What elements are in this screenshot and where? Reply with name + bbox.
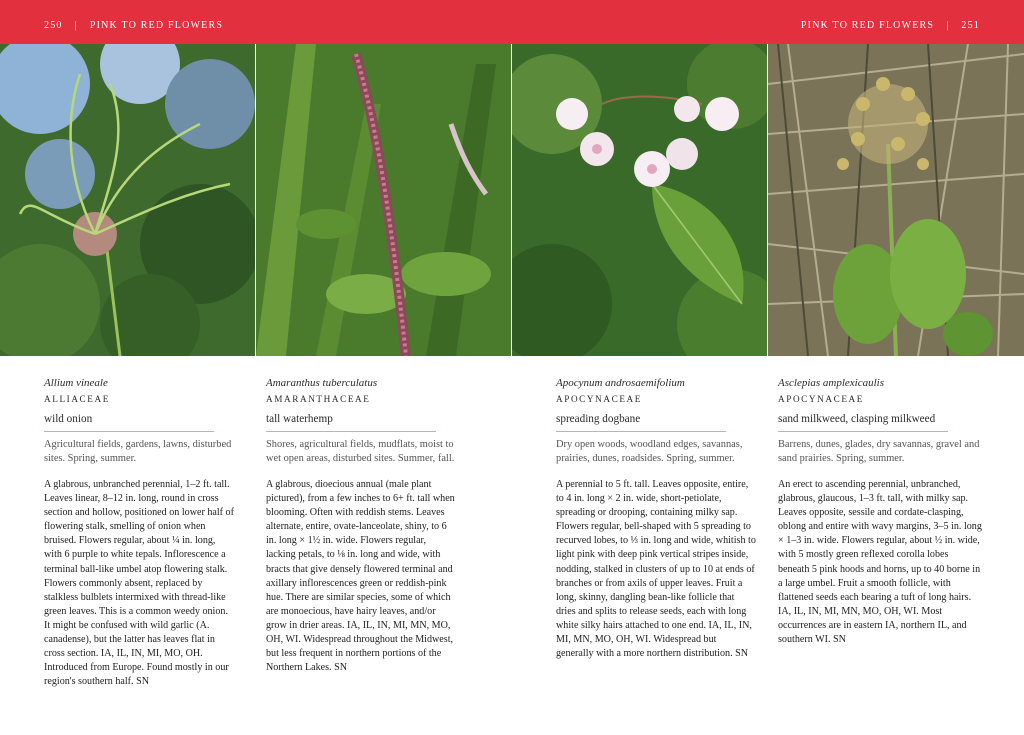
scientific-name: Allium vineale xyxy=(44,377,108,389)
photo-strip xyxy=(0,44,1024,356)
right-running-head: PINK TO RED FLOWERS | 251 xyxy=(800,20,980,31)
habitat-text: Barrens, dunes, glades, dry savannas, gravel and sand prairies. Spring, summer. xyxy=(778,438,980,464)
scientific-name: Apocynum androsaemifolium xyxy=(556,377,685,389)
common-name: tall waterhemp xyxy=(266,412,436,431)
photo-tall-waterhemp xyxy=(256,44,511,356)
entry-tall-waterhemp xyxy=(266,376,456,675)
scientific-name: Asclepias amplexicaulis xyxy=(778,377,885,389)
entry-wild-onion xyxy=(44,376,234,689)
page-header xyxy=(0,0,1024,44)
description-text: A glabrous, dioecious annual (male plant pictured), from a few inches to 6+ ft. tall when blooming. Often with reddish stems. Leaves alternate, entire, ovate-lanceolate, shiny, to 6 in. long × 1½ in. wide. Flowers regular, lacking petals, to ⅛ in. long and wide, with bracts that give densely flowered terminal and axillary inflorescences green or reddish-pink hue. There are similar species, some of which are monoecious, have hairy leaves, and/or grow in drier areas. IA, IL, IN, MI, MN, MO, OH, WI. Widespread throughout the Midwest, but less frequent in northern portions of the Northern Lakes. SN xyxy=(266,479,455,674)
common-name: spreading dogbane xyxy=(556,412,726,431)
entry-sand-milkweed xyxy=(778,376,982,647)
scientific-name: Amaranthus tuberculatus xyxy=(266,377,378,389)
left-section-title: PINK TO RED FLOWERS xyxy=(89,20,224,31)
family-name: APOCYNACEAE xyxy=(778,394,864,405)
habitat-text: Dry open woods, woodland edges, savannas, prairies, dunes, roadsides. Spring, summer. xyxy=(556,438,743,464)
photo-spreading-dogbane xyxy=(512,44,767,356)
family-name: ALLIACEAE xyxy=(44,394,110,405)
common-name: sand milkweed, clasping milkweed xyxy=(778,412,948,431)
common-name: wild onion xyxy=(44,412,214,431)
description-text: An erect to ascending perennial, unbranched, glabrous, glaucous, 1–3 ft. tall, with milky sap. Leaves opposite, sessile and cordate-clasping, oblong and entire with wavy margins, 3–5 in. long × 1–3 in. wide. Flowers regular, about ½ in. wide, with 5 mostly green reflexed corolla lobes beneath 5 pink hoods and horns, up to 40 borne in a large umbel. Fruit a smooth follicle, with flattened seeds each bearing a tuft of long hairs. IA, IL, IN, MI, MN, MO, OH, WI. Most occurrences are in eastern IA, northern IL, and southern WI. SN xyxy=(778,479,982,646)
left-running-head: 250 | PINK TO RED FLOWERS xyxy=(44,20,224,31)
family-name: APOCYNACEAE xyxy=(556,394,642,405)
family-name: AMARANTHACEAE xyxy=(266,394,371,405)
habitat-text: Agricultural fields, gardens, lawns, disturbed sites. Spring, summer. xyxy=(44,438,232,464)
left-page-number: 250 xyxy=(44,20,63,31)
description-text: A glabrous, unbranched perennial, 1–2 ft. tall. Leaves linear, 8–12 in. long, round in cross section and hollow, positioned on lower half of flowering stalk, smelling of onion when bruised. Flowers regular, about ¼ in. long, with 6 purple to white tepals. Inflorescence a terminal ball-like umbel atop flowering stalk. Flowers commonly absent, replaced by stalkless bulblets intermixed with thread-like green leaves. This is a common weedy onion. It might be confused with wild garlic (A. canadense), but the latter has leaves flat in cross section. IA, IL, IN, MI, MO, OH. Introduced from Europe. Found mostly in our region's southern half. SN xyxy=(44,479,234,688)
right-section-title: PINK TO RED FLOWERS xyxy=(800,20,935,31)
photo-wild-onion xyxy=(0,44,255,356)
right-page-number: 251 xyxy=(961,20,980,31)
entry-spreading-dogbane xyxy=(556,376,756,661)
photo-sand-milkweed xyxy=(768,44,1024,356)
description-text: A perennial to 5 ft. tall. Leaves opposite, entire, to 4 in. long × 2 in. wide, short-petiolate, spreading or drooping, containing milky sap. Flowers regular, bell-shaped with 5 spreading to recurved lobes, to ⅓ in. long and wide, whitish to light pink with deep pink vertical stripes inside, nodding, stalked in clusters of up to 10 at ends of branches or from axils of upper leaves. Fruit a long, skinny, dangling bean-like follicle that dries and splits to release seeds, each with long white silky hairs attached to one end. IA, IL, IN, MI, MN, MO, OH, WI. Widespread but generally with a more northern distribution. SN xyxy=(556,479,756,660)
habitat-text: Shores, agricultural fields, mudflats, moist to wet open areas, disturbed sites. Summer, fall. xyxy=(266,438,455,464)
